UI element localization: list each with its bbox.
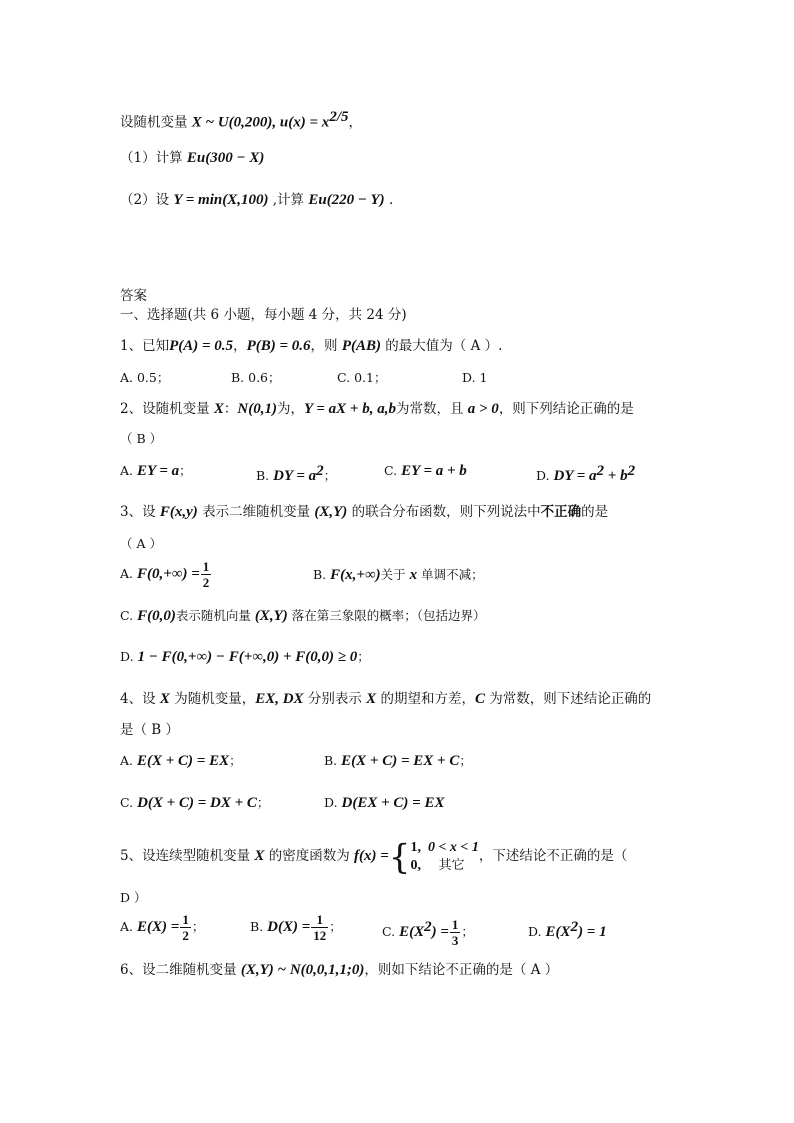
fraction-numerator: 1: [451, 917, 459, 933]
option-label: A.: [120, 463, 134, 478]
q3-option-c: [120, 606, 485, 626]
option-exponent: 2: [596, 463, 605, 479]
option-formula: E(X: [545, 924, 571, 941]
part-2-label: （2）设: [120, 192, 174, 208]
option-formula: F(0,0): [137, 608, 176, 624]
option-punct: ；: [323, 468, 337, 484]
option-formula: D(X + C) = DX + C: [137, 795, 257, 811]
q1-formula-2: P(B) = 0.6: [246, 338, 311, 354]
option-formula-2: (X,Y): [254, 608, 288, 624]
q5-answer: D ）: [120, 890, 147, 905]
option-label: A.: [120, 566, 134, 581]
question-3: [120, 502, 608, 522]
option-exponent: 2: [570, 919, 579, 935]
section-heading: 一、选择题(共 6 小题，每小题 4 分，共 24 分): [120, 307, 407, 323]
fraction-numerator: 1: [182, 912, 189, 927]
option-formula: E(X: [399, 924, 425, 941]
fraction-numerator: 1: [202, 559, 210, 574]
q3-mid-2: 的联合分布函数，则下列说法中: [347, 504, 541, 520]
q2-option-c: [384, 461, 467, 481]
q5-prefix: 5、设连续型随机变量: [120, 848, 255, 864]
q1-suffix: 的最大值为（ A ）.: [381, 338, 503, 354]
q5-formula-2: f(x) =: [354, 848, 389, 864]
option-formula: EY = a + b: [401, 463, 467, 479]
option-punct: ；: [459, 753, 472, 768]
problem-part-2: [120, 190, 393, 210]
option-exponent: 2: [316, 463, 324, 479]
q5-option-b: [250, 912, 342, 942]
option-text: 关于: [380, 567, 410, 582]
q1-option-c: C. 0.1；: [337, 370, 387, 385]
q2-mid-2: 为常数，且: [395, 401, 468, 417]
q3-option-a: [120, 560, 212, 589]
q3-suffix: 的是: [581, 504, 609, 520]
case-2-value: 0,: [410, 858, 421, 873]
q2-formula-3: Y = aX + b, a,b: [303, 401, 396, 417]
question-1: [120, 336, 502, 356]
q4-option-c: [120, 793, 269, 813]
q3-formula-1: F(x,y): [159, 504, 198, 520]
q5-option-c: [382, 912, 474, 947]
option-label: D.: [120, 649, 134, 664]
fraction-denominator: 2: [202, 575, 210, 590]
fraction-denominator: 2: [182, 928, 189, 943]
q4-suffix: 为常数，则下述结论正确的: [484, 691, 652, 707]
fraction-denominator: 3: [451, 933, 459, 949]
option-text-2: 落在第三象限的概率；（包括边界）: [287, 608, 486, 623]
option-exponent-2: 2: [627, 463, 636, 479]
q4-formula-3: X: [366, 691, 377, 707]
fraction-numerator: 1: [311, 913, 328, 928]
q6-formula-1: (X,Y) ~ N(0,0,1,1;0): [240, 962, 365, 978]
q6-suffix: ，则如下结论不正确的是（ A ）: [364, 962, 559, 978]
q3-prefix: 3、设: [120, 504, 160, 520]
q5-option-a: [120, 912, 204, 942]
q6-prefix: 6、设二维随机变量: [120, 962, 241, 978]
option-label: B.: [250, 919, 264, 934]
option-fraction: [201, 560, 212, 589]
option-formula: E(X + C) = EX + C: [341, 753, 460, 769]
option-fraction: [311, 913, 328, 942]
option-label: B.: [256, 468, 270, 484]
q2-option-d: [536, 461, 635, 486]
left-brace: {: [388, 837, 411, 877]
q2-formula-1: X: [213, 401, 224, 417]
stem-punct: ，: [348, 114, 362, 131]
q3-formula-2: (X,Y): [314, 504, 348, 520]
q5-formula-1: X: [254, 848, 265, 864]
option-formula: D(X) =: [267, 919, 311, 935]
q1-formula-1: P(A) = 0.5: [169, 338, 234, 354]
stem-formula: X ~ U(0,200), u(x) = x: [191, 114, 330, 131]
q4-formula-4: C: [474, 691, 485, 707]
option-formula: F(x,+∞): [330, 567, 381, 583]
q2-option-b: [256, 461, 336, 486]
option-formula: 1 − F(0,+∞) − F(+∞,0) + F(0,0) ≥ 0: [137, 649, 358, 665]
q3-option-d: [120, 647, 370, 667]
case-1-condition: 0 < x < 1: [427, 840, 479, 855]
problem-stem: [120, 107, 362, 133]
q3-emphasis: 不正确: [540, 504, 582, 520]
option-formula: DY = a: [273, 468, 317, 485]
option-fraction: [180, 913, 191, 942]
case-1-value: 1,: [410, 840, 421, 855]
q4-option-a: [120, 751, 242, 771]
q1-sep: ，: [233, 338, 247, 354]
q2-prefix: 2、设随机变量: [120, 401, 214, 417]
q4-option-d: [324, 793, 445, 813]
part-1-formula: Eu(300 − X): [186, 150, 265, 166]
option-label: C.: [384, 463, 398, 478]
option-formula-2: ) = 1: [578, 924, 607, 941]
q2-formula-4: a > 0: [467, 401, 499, 417]
answer-heading: 答案: [120, 288, 147, 304]
option-formula: D(EX + C) = EX: [341, 795, 445, 811]
q2-mid-1: 为，: [276, 401, 304, 417]
q4-option-b: [324, 751, 472, 771]
q1-option-b: B. 0.6；: [231, 370, 281, 385]
case-2-condition: 其它: [438, 858, 465, 873]
option-punct: ；: [191, 919, 205, 934]
q5-suffix: ，下述结论不正确的是（: [478, 848, 628, 864]
option-punct: ；: [461, 924, 474, 940]
option-formula: E(X) =: [137, 919, 180, 935]
q4-formula-1: X: [159, 691, 170, 707]
option-punct: ；: [179, 463, 192, 478]
q3-option-b: [313, 565, 484, 585]
option-punct: ；: [329, 919, 342, 934]
option-punct: ；: [229, 753, 242, 768]
option-label: D.: [528, 924, 542, 940]
piecewise-cases: [410, 839, 478, 875]
fraction-denominator: 12: [313, 928, 327, 943]
case-row-2: [410, 857, 478, 875]
part-1-label: （1）计算: [120, 150, 187, 166]
q4-mid-2: 分别表示: [303, 691, 367, 707]
q4-mid-1: 为随机变量，: [169, 691, 256, 707]
q2-suffix: ，则下列结论正确的是: [498, 401, 634, 417]
q3-mid-1: 表示二维随机变量: [197, 504, 315, 520]
q2-answer: （ B ）: [120, 431, 163, 446]
option-formula-2: + b: [604, 468, 628, 485]
q5-option-d: [528, 917, 607, 942]
q4-answer: 是（ B ）: [120, 722, 180, 738]
option-text: 表示随机向量: [175, 608, 255, 623]
q2-option-a: [120, 461, 192, 481]
option-label: B.: [324, 753, 338, 768]
q4-prefix: 4、设: [120, 691, 160, 707]
option-label: B.: [313, 567, 327, 582]
question-4: [120, 689, 651, 709]
option-text-2: 单调不减；: [417, 567, 484, 582]
q1-mid: ，则: [310, 338, 342, 354]
piecewise-definition: [389, 837, 479, 877]
option-formula: EY = a: [137, 463, 180, 479]
part-2-text: ,计算: [268, 192, 309, 208]
option-label: A.: [120, 753, 134, 768]
q3-answer: （ A ）: [120, 536, 162, 551]
q1-formula-3: P(AB): [341, 338, 381, 354]
option-label: C.: [120, 608, 134, 623]
part-2-formula-1: Y = min(X,100): [173, 192, 269, 208]
case-row-1: [410, 839, 478, 857]
stem-exponent: 2/5: [329, 109, 349, 125]
option-formula: DY = a: [553, 468, 597, 485]
option-formula: F(0,+∞) =: [137, 566, 200, 582]
q4-formula-2: EX, DX: [255, 691, 304, 707]
option-label: C.: [120, 795, 134, 810]
option-label: D.: [536, 468, 550, 484]
part-2-punct: .: [384, 192, 394, 208]
option-label: D.: [324, 795, 338, 810]
question-5: [120, 836, 627, 877]
problem-part-1: [120, 148, 264, 168]
q2-colon: ：: [223, 401, 238, 417]
q1-prefix: 1、已知: [120, 338, 170, 354]
option-punct: ；: [256, 795, 270, 810]
q1-option-a: A. 0.5；: [120, 370, 170, 385]
q4-mid-3: 的期望和方差，: [376, 691, 475, 707]
option-formula-2: x: [409, 567, 418, 583]
q5-mid-1: 的密度函数为: [264, 848, 354, 864]
q1-option-d: D. 1: [462, 370, 488, 385]
option-exponent: 2: [424, 919, 432, 935]
question-2: [120, 399, 634, 419]
option-label: C.: [382, 924, 396, 940]
option-label: A.: [120, 919, 134, 934]
stem-text: 设随机变量: [120, 114, 192, 131]
option-punct: ；: [357, 649, 370, 664]
option-fraction: [450, 918, 461, 947]
option-formula: E(X + C) = EX: [137, 753, 230, 769]
question-6: [120, 960, 558, 980]
q2-formula-2: N(0,1): [237, 401, 277, 417]
option-formula-2: ) =: [431, 924, 449, 941]
part-2-formula-2: Eu(220 − Y): [308, 192, 385, 208]
